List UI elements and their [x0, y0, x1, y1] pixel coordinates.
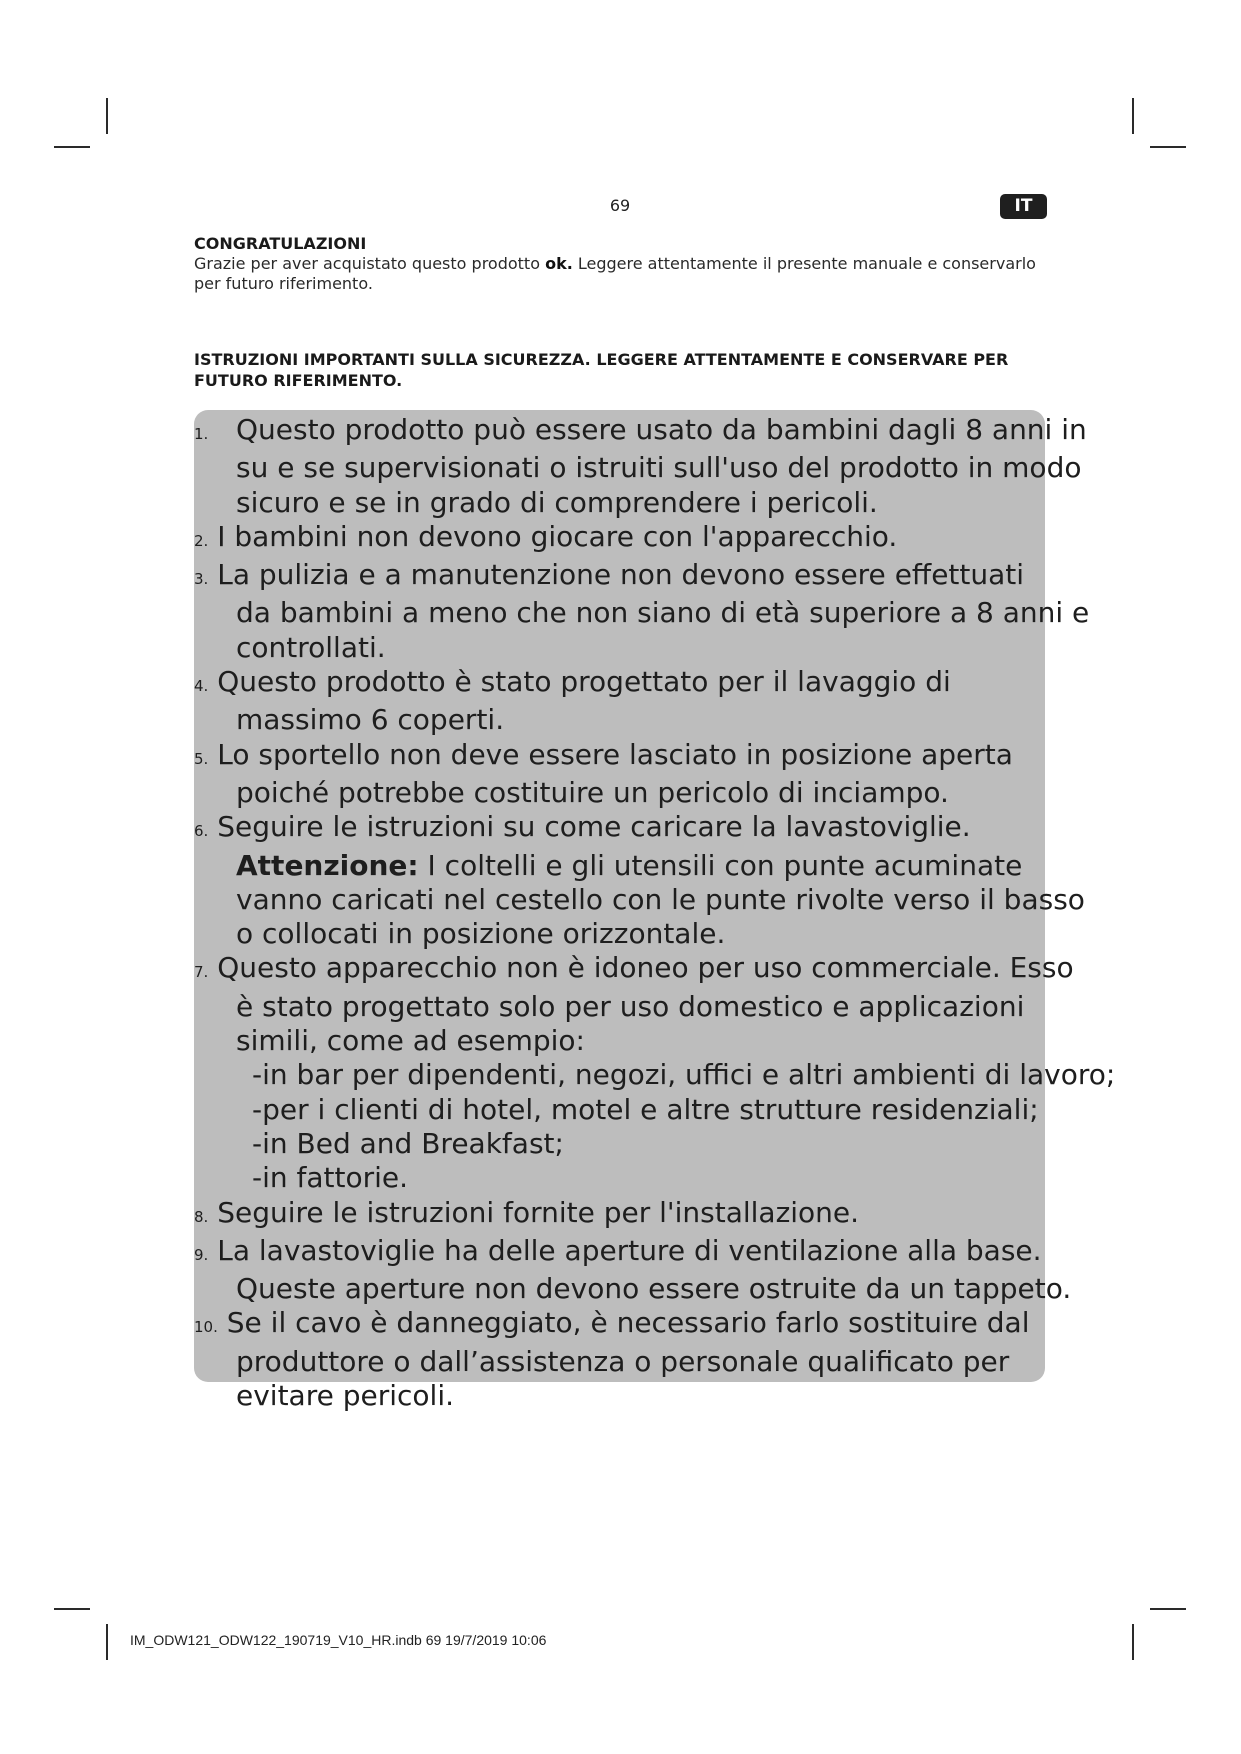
safety-heading [194, 349, 1064, 391]
sub-item: -per i clienti di hotel, motel e altre strutture residenziali; [252, 1092, 1039, 1126]
item-text: Se il cavo è danneggiato, è necessario farlo sostituire dal [226, 1306, 1030, 1340]
item-text: Questo prodotto è stato progettato per il lavaggio di [217, 665, 951, 699]
item-text: produttore o dall’assistenza o personale qualificato per [236, 1344, 1010, 1378]
sub-item: -in Bed and Breakfast; [252, 1126, 564, 1160]
crop-mark-bottom-right-v [1132, 1624, 1134, 1660]
item-text: da bambini a meno che non siano di età superiore a 8 anni e [236, 596, 1090, 630]
instruction-item-4 [194, 665, 1094, 738]
item-number: 7. [194, 963, 209, 982]
intro-title: CONGRATULAZIONI [194, 234, 367, 253]
item-text: Seguire le istruzioni su come caricare la lavastoviglie. [217, 810, 971, 844]
instruction-item-6 [194, 810, 1094, 951]
item-text: sicuro e se in grado di comprendere i pericoli. [236, 485, 878, 519]
instruction-item-8 [194, 1196, 1094, 1234]
item-text: o collocati in posizione orizzontale. [236, 917, 726, 951]
crop-mark-bottom-left-h [54, 1608, 90, 1610]
item-text: La pulizia e a manutenzione non devono essere effettuati [217, 558, 1025, 592]
sub-item: -in bar per dipendenti, negozi, uffici e altri ambienti di lavoro; [252, 1058, 1116, 1092]
instruction-item-7 [194, 951, 1116, 1195]
instruction-item-9 [194, 1234, 1094, 1307]
intro-text-after-brand: Leggere attentamente il presente manuale e conservarlo [572, 254, 1036, 273]
item-number: 3. [194, 570, 209, 589]
item-text: vanno caricati nel cestello con le punte rivolte verso il basso [236, 882, 1085, 916]
item-number: 5. [194, 749, 209, 768]
item-text: simili, come ad esempio: [236, 1024, 585, 1058]
intro-text-before-brand: Grazie per aver acquistato questo prodotto [194, 254, 546, 273]
crop-mark-top-left-h [54, 146, 90, 148]
page-number: 69 [609, 196, 631, 215]
item-number: 4. [194, 677, 209, 696]
item-text: poiché potrebbe costituire un pericolo di inciampo. [236, 775, 949, 809]
item-text: Questo apparecchio non è idoneo per uso commerciale. Esso [217, 951, 1074, 985]
language-badge: IT [1000, 194, 1047, 219]
item-text: Questo prodotto può essere usato da bambini dagli 8 anni in [236, 413, 1087, 446]
safety-heading-line2: FUTURO RIFERIMENTO. [194, 371, 403, 390]
item-text: su e se supervisionati o istruiti sull'uso del prodotto in modo [236, 451, 1082, 485]
item-number: 2. [194, 531, 209, 550]
item-text: I bambini non devono giocare con l'apparecchio. [217, 519, 898, 553]
crop-mark-bottom-right-h [1150, 1608, 1186, 1610]
print-slug: IM_ODW121_ODW122_190719_V10_HR.indb 69 19/7/2019 10:06 [130, 1632, 547, 1648]
brand-name: ok. [545, 254, 573, 273]
instruction-item-2 [194, 520, 1094, 558]
item-text: controllati. [236, 630, 386, 664]
item-number: 8. [194, 1207, 209, 1226]
item-text: è stato progettato solo per uso domestico e applicazioni [236, 989, 1025, 1023]
intro-section [194, 234, 1054, 294]
instruction-item-3 [194, 558, 1094, 665]
item-text: massimo 6 coperti. [236, 703, 505, 737]
crop-mark-top-left-v [106, 98, 108, 134]
intro-body [194, 254, 1054, 294]
safety-instructions-list [194, 413, 1116, 1413]
item-number: 9. [194, 1245, 209, 1264]
intro-text-line2: per futuro riferimento. [194, 274, 373, 293]
crop-mark-bottom-left-v [106, 1624, 108, 1660]
item-text: I coltelli e gli utensili con punte acuminate [418, 848, 1023, 882]
crop-mark-top-right-h [1150, 146, 1186, 148]
instruction-item-10 [194, 1306, 1094, 1413]
item-number: 6. [194, 822, 209, 841]
item-text: Queste aperture non devono essere ostruite da un tappeto. [236, 1272, 1072, 1306]
attention-label: Attenzione: [236, 848, 419, 882]
item-text: La lavastoviglie ha delle aperture di ventilazione alla base. [217, 1233, 1042, 1267]
item-text: Seguire le istruzioni fornite per l'installazione. [217, 1195, 860, 1229]
sub-item: -in fattorie. [252, 1161, 409, 1195]
item-number: 1. [194, 425, 209, 443]
item-text: evitare pericoli. [236, 1379, 455, 1413]
safety-heading-line1: ISTRUZIONI IMPORTANTI SULLA SICUREZZA. LEGGERE ATTENTAMENTE E CONSERVARE PER [194, 350, 1009, 369]
instruction-item-1 [194, 413, 1094, 520]
crop-mark-top-right-v [1132, 98, 1134, 134]
item-number: 10. [194, 1318, 218, 1337]
item-text: Lo sportello non deve essere lasciato in posizione aperta [217, 737, 1013, 771]
instruction-item-5 [194, 738, 1094, 811]
